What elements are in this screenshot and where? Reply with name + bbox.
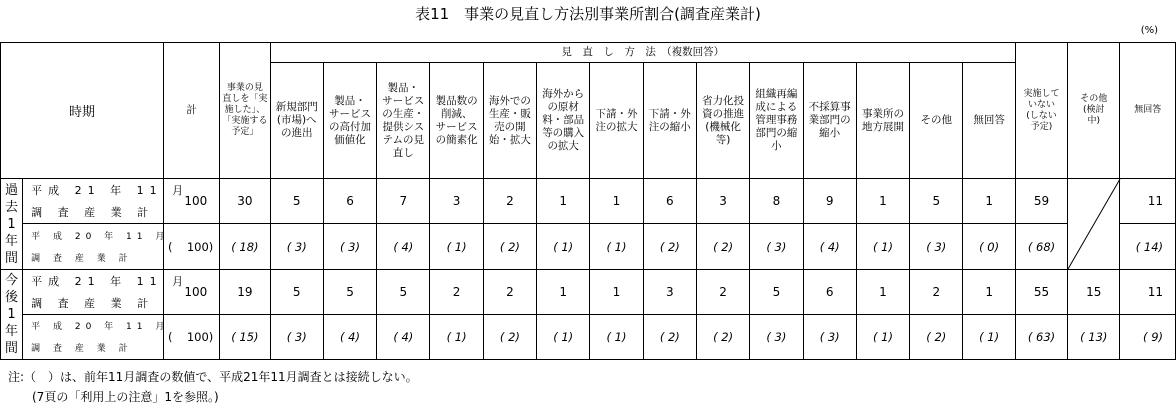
cell-method-prev: ( 1) (537, 224, 590, 270)
cell-no-answer: 11 (1120, 179, 1176, 224)
cell-method: 2 (910, 270, 963, 315)
unit-label: (%) (1140, 25, 1158, 36)
cell-method: 3 (643, 270, 696, 315)
cell-method-prev: ( 2) (910, 315, 963, 360)
cell-method: 5 (270, 179, 323, 224)
cell-method-prev: ( 3) (270, 315, 323, 360)
header-method-regional: 事業所の 地方展開 (856, 63, 909, 179)
header-method-outsourcing-reduce: 下請・外 注の縮小 (643, 63, 696, 179)
cell-method: 1 (537, 270, 590, 315)
cell-method-prev: ( 2) (696, 224, 749, 270)
cell-method-prev: ( 0) (963, 224, 1015, 270)
cell-method-prev: ( 1) (856, 224, 909, 270)
cell-method: 2 (483, 179, 536, 224)
header-method-high-value: 製品・ サービス の高付加 価値化 (323, 63, 376, 179)
header-method-unprofitable-cut: 不採算事 業部門の 縮小 (803, 63, 856, 179)
header-no-answer: 無回答 (1120, 43, 1176, 179)
cell-method: 6 (643, 179, 696, 224)
cell-method-prev: ( 3) (323, 224, 376, 270)
cell-method-prev: ( 2) (483, 224, 536, 270)
row-label-line2: 調 査 産 業 計 (23, 201, 164, 224)
footnote-2: (7頁の「利用上の注意」1を参照。) (32, 390, 219, 404)
cell-method-prev: ( 3) (803, 315, 856, 360)
cell-method-prev: ( 4) (377, 315, 430, 360)
cell-method: 8 (750, 179, 803, 224)
cell-not-implemented-prev: ( 68) (1015, 224, 1067, 270)
cell-method-prev: ( 3) (270, 224, 323, 270)
cell-method-prev: ( 1) (590, 224, 643, 270)
row-label-prev-line2: 調 査 産 業 計 (23, 337, 164, 360)
cell-method: 3 (430, 179, 483, 224)
header-method-overseas-expansion: 海外での 生産・販 売の開 始・拡大 (483, 63, 536, 179)
row-label-line2: 調 査 産 業 計 (23, 292, 164, 315)
cell-method-prev: ( 1) (963, 315, 1015, 360)
cell-other-considering-na (1068, 179, 1120, 270)
cell-method-prev: ( 1) (430, 315, 483, 360)
header-method-reorganization: 組織再編 成による 管理事務 部門の縮 小 (750, 63, 803, 179)
row-label-prev-line2: 調 査 産 業 計 (23, 247, 164, 270)
cell-method-prev: ( 3) (910, 224, 963, 270)
header-not-implemented: 実施して いない (しない 予定) (1015, 43, 1067, 179)
cell-method-prev: ( 1) (430, 224, 483, 270)
header-method-outsourcing-expand: 下請・外 注の拡大 (590, 63, 643, 179)
header-method-new-market: 新規部門 (市場)へ の進出 (270, 63, 323, 179)
footnotes (8, 367, 418, 407)
header-period: 時期 (1, 43, 164, 179)
cell-no-answer-prev: ( 9) (1120, 315, 1176, 360)
row-label-line1: 平成 21 年 11 月 (23, 179, 164, 201)
cell-method-prev: ( 2) (643, 224, 696, 270)
cell-total: 100 (163, 179, 219, 224)
cell-method: 1 (963, 270, 1015, 315)
header-review-implemented: 事業の見 直しを「実 施した」、 「実施する 予定」 (220, 43, 270, 179)
cell-method: 9 (803, 179, 856, 224)
header-method-production-review: 製品・ サービス の生産・ 提供シス テムの見 直し (377, 63, 430, 179)
cell-method: 1 (590, 179, 643, 224)
cell-method: 2 (430, 270, 483, 315)
cell-review-prev: ( 18) (220, 224, 270, 270)
period-next-year: 今 後 1 年 間 (1, 270, 23, 360)
cell-method: 1 (963, 179, 1015, 224)
header-method-other: その他 (910, 63, 963, 179)
header-method-labor-saving: 省力化投 資の推進 (機械化 等) (696, 63, 749, 179)
cell-not-implemented: 55 (1015, 270, 1067, 315)
cell-method: 1 (537, 179, 590, 224)
cell-other-considering: 15 (1068, 270, 1120, 315)
cell-method-prev: ( 1) (537, 315, 590, 360)
diagonal-slash (1068, 179, 1120, 269)
cell-method-prev: ( 3) (750, 224, 803, 270)
cell-method: 6 (803, 270, 856, 315)
row-label-prev-line1: 平 成 20 年 11 月 (23, 224, 164, 247)
header-total: 計 (163, 43, 219, 179)
header-method-no-answer: 無回答 (963, 63, 1015, 179)
cell-method-prev: ( 4) (323, 315, 376, 360)
cell-method: 3 (696, 179, 749, 224)
row-label-prev-line1: 平 成 20 年 11 月 (23, 315, 164, 337)
row-label-line1: 平成 21 年 11 月 (23, 270, 164, 292)
cell-method-prev: ( 4) (803, 224, 856, 270)
header-method-product-reduction: 製品数の 削減、 サービス の簡素化 (430, 63, 483, 179)
cell-total-prev: ( 100) (163, 315, 219, 360)
cell-method: 1 (856, 179, 909, 224)
cell-method: 2 (483, 270, 536, 315)
footnote-1: 注:（ ）は、前年11月調査の数値で、平成21年11月調査とは接続しない。 (8, 370, 418, 384)
cell-method: 5 (750, 270, 803, 315)
period-past-year: 過 去 1 年 間 (1, 179, 23, 270)
cell-method: 5 (377, 270, 430, 315)
cell-review-prev: ( 15) (220, 315, 270, 360)
cell-review: 19 (220, 270, 270, 315)
cell-method: 5 (323, 270, 376, 315)
cell-method: 7 (377, 179, 430, 224)
cell-method: 6 (323, 179, 376, 224)
cell-method-prev: ( 2) (696, 315, 749, 360)
header-other-considering: その他 (検討 中) (1068, 43, 1120, 179)
header-method-overseas-purchase: 海外から の原材 料・部品 等の購入 の拡大 (537, 63, 590, 179)
cell-method-prev: ( 1) (590, 315, 643, 360)
table-title: 表11 事業の見直し方法別事業所割合(調査産業計) (415, 5, 761, 23)
header-methods-group: 見 直 し 方 法 （複数回答） (270, 43, 1015, 63)
cell-other-considering-prev: ( 13) (1068, 315, 1120, 360)
cell-total: 100 (163, 270, 219, 315)
cell-not-implemented: 59 (1015, 179, 1067, 224)
cell-method-prev: ( 2) (643, 315, 696, 360)
cell-total-prev: ( 100) (163, 224, 219, 270)
cell-method: 2 (696, 270, 749, 315)
data-table (0, 42, 1176, 360)
cell-method: 1 (590, 270, 643, 315)
cell-method-prev: ( 1) (856, 315, 909, 360)
cell-method-prev: ( 2) (483, 315, 536, 360)
cell-method: 5 (270, 270, 323, 315)
cell-not-implemented-prev: ( 63) (1015, 315, 1067, 360)
cell-method-prev: ( 4) (377, 224, 430, 270)
cell-no-answer: 11 (1120, 270, 1176, 315)
cell-method-prev: ( 3) (750, 315, 803, 360)
cell-review: 30 (220, 179, 270, 224)
cell-method: 5 (910, 179, 963, 224)
cell-method: 1 (856, 270, 909, 315)
cell-no-answer-prev: ( 14) (1120, 224, 1176, 270)
